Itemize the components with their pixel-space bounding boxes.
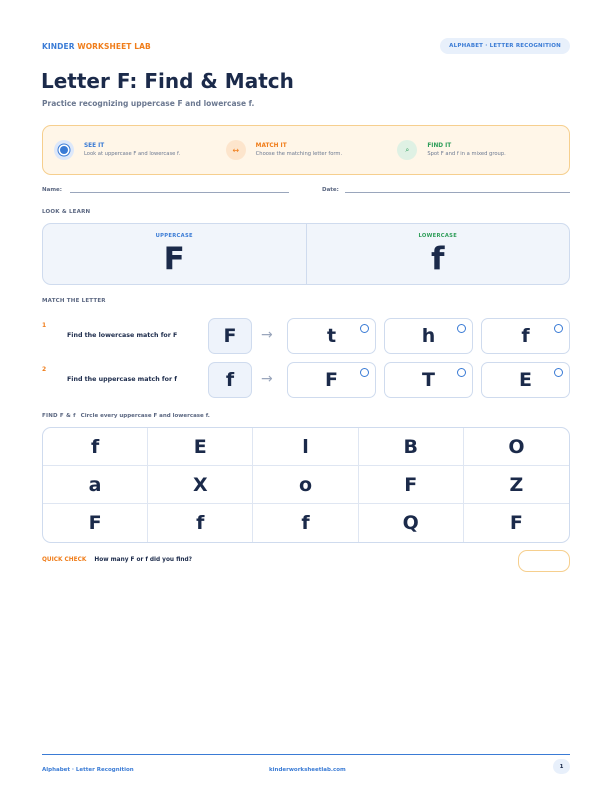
date-field[interactable] — [345, 192, 570, 193]
worksheet-subtitle: Practice recognizing uppercase F and lowercase f. — [42, 99, 255, 108]
date-label: Date: — [322, 187, 339, 193]
grid-letter-cell[interactable]: Q — [359, 504, 464, 542]
step-title: MATCH IT — [255, 143, 287, 149]
step-match-it — [226, 140, 398, 160]
step-see-it — [54, 140, 226, 160]
match-number: 2 — [42, 366, 47, 373]
option-letter: h — [421, 325, 436, 347]
radio-circle-icon[interactable] — [360, 324, 369, 333]
lowercase-panel — [306, 224, 570, 284]
find-letters-label: FIND F & f — [42, 413, 76, 419]
grid-letter-cell[interactable]: o — [253, 466, 358, 504]
grid-letter-cell[interactable]: F — [359, 466, 464, 504]
name-label: Name: — [42, 187, 62, 193]
find-letters-heading — [42, 413, 210, 419]
match-target-letter: f — [208, 362, 252, 398]
footer-topic: Alphabet · Letter Recognition — [42, 767, 134, 773]
look-learn-label: LOOK & LEARN — [42, 209, 91, 215]
grid-letter-cell[interactable]: E — [148, 428, 253, 466]
match-option[interactable] — [287, 362, 376, 398]
quick-check-question: How many F or f did you find? — [94, 557, 193, 563]
grid-letter-cell[interactable]: f — [43, 428, 148, 466]
footer-divider — [42, 754, 570, 755]
steps-panel — [42, 125, 570, 175]
step-title: SEE IT — [84, 143, 105, 149]
match-option[interactable] — [481, 318, 570, 354]
footer-website: kinderworksheetlab.com — [269, 767, 346, 773]
step-find-it — [397, 140, 569, 160]
match-target-letter: F — [208, 318, 252, 354]
brand-logo — [42, 42, 151, 51]
grid-letter-cell[interactable]: F — [43, 504, 148, 542]
match-row-2 — [42, 361, 570, 399]
match-option[interactable] — [384, 362, 473, 398]
option-letter: T — [422, 369, 435, 391]
radio-circle-icon[interactable] — [554, 368, 563, 377]
match-prompt: Find the uppercase match for f — [67, 376, 177, 383]
topic-tag: ALPHABET · LETTER RECOGNITION — [440, 38, 570, 54]
match-option[interactable] — [481, 362, 570, 398]
find-letters-instruction: Circle every uppercase F and lowercase f. — [80, 413, 210, 419]
grid-letter-cell[interactable]: l — [253, 428, 358, 466]
grid-letter-cell[interactable]: X — [148, 466, 253, 504]
uppercase-panel — [43, 224, 306, 284]
grid-letter-cell[interactable]: f — [253, 504, 358, 542]
step-description: Choose the matching letter form. — [255, 151, 343, 157]
target-dot-icon — [54, 140, 74, 160]
quick-check — [42, 557, 192, 563]
arrow-right-icon: → — [261, 371, 273, 387]
radio-circle-icon[interactable] — [554, 324, 563, 333]
grid-letter-cell[interactable]: B — [359, 428, 464, 466]
arrow-right-icon: → — [261, 327, 273, 343]
match-option[interactable] — [384, 318, 473, 354]
radio-circle-icon[interactable] — [457, 368, 466, 377]
grid-letter-cell[interactable]: Z — [464, 466, 569, 504]
quick-check-label: QUICK CHECK — [42, 557, 87, 563]
step-description: Look at uppercase F and lowercase f. — [84, 151, 181, 157]
brand-name-part1: KINDER — [42, 41, 75, 51]
uppercase-letter: F — [163, 241, 185, 277]
grid-letter-cell[interactable]: O — [464, 428, 569, 466]
match-number: 1 — [42, 322, 47, 329]
match-row-1 — [42, 317, 570, 355]
grid-letter-cell[interactable]: a — [43, 466, 148, 504]
grid-letter-cell[interactable]: f — [148, 504, 253, 542]
grid-letter-cell[interactable]: F — [509, 512, 523, 534]
step-title: FIND IT — [427, 143, 452, 149]
lowercase-caption: LOWERCASE — [418, 233, 458, 239]
match-letter-label: MATCH THE LETTER — [42, 298, 106, 304]
lowercase-letter: f — [431, 241, 445, 277]
swap-arrows-icon: ↔ — [226, 140, 246, 160]
match-option[interactable] — [287, 318, 376, 354]
magnifier-icon: ⌕ — [397, 140, 417, 160]
uppercase-caption: UPPERCASE — [155, 233, 193, 239]
option-letter: t — [326, 325, 337, 347]
page-number: 1 — [553, 759, 570, 774]
radio-circle-icon[interactable] — [457, 324, 466, 333]
quick-check-answer-input[interactable] — [518, 550, 570, 572]
option-letter: f — [521, 325, 530, 347]
radio-circle-icon[interactable] — [360, 368, 369, 377]
name-date-row — [42, 187, 570, 197]
page-header — [42, 37, 570, 55]
letter-search-grid — [42, 427, 570, 543]
match-prompt: Find the lowercase match for F — [67, 332, 178, 339]
step-description: Spot F and f in a mixed group. — [427, 151, 506, 157]
option-letter: F — [325, 369, 338, 391]
brand-name-part2: WORKSHEET LAB — [77, 41, 151, 51]
look-learn-panel — [42, 223, 570, 285]
name-field[interactable] — [70, 192, 289, 193]
option-letter: E — [519, 369, 532, 391]
worksheet-title: Letter F: Find & Match — [41, 69, 294, 93]
